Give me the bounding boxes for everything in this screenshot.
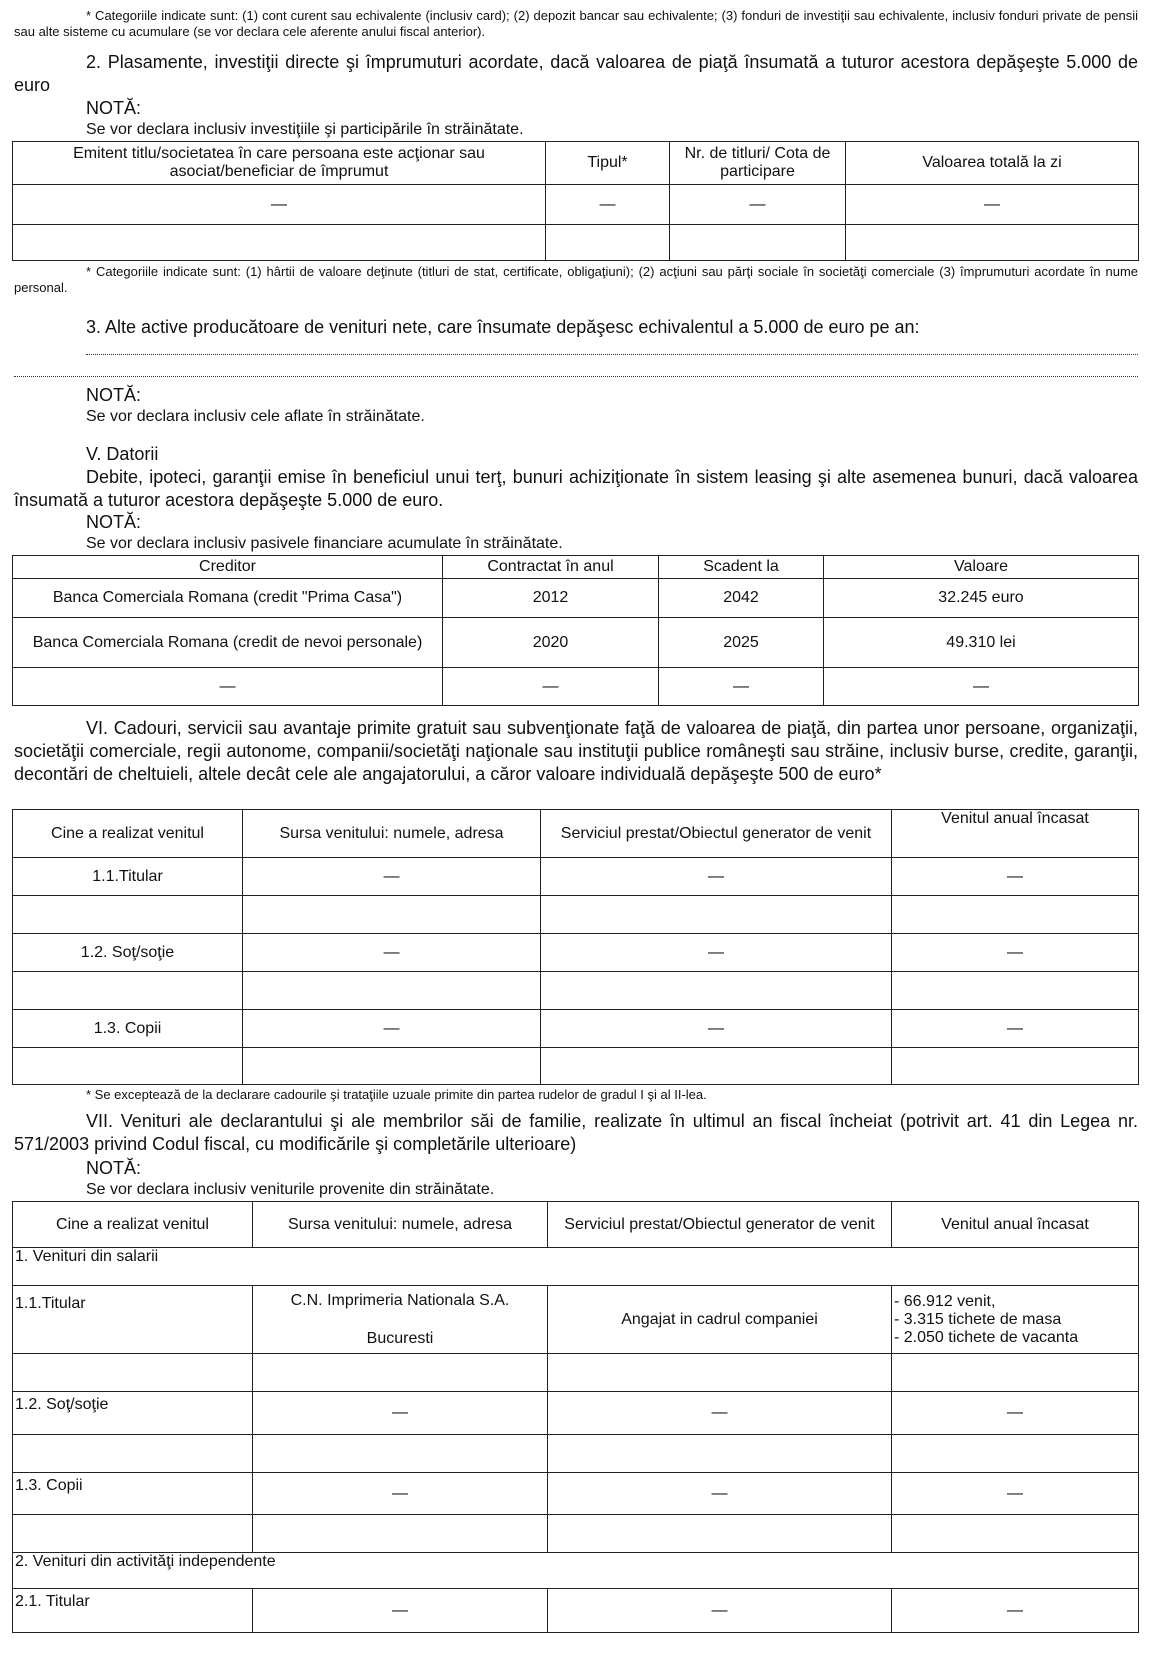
header-issuer: Emitent titlu/societatea în care persoana este acţionar sau asociat/beneficiar de împrumut <box>13 142 546 185</box>
header-creditor: Creditor <box>13 556 443 579</box>
row-label: 1.1.Titular <box>13 858 243 896</box>
table-row <box>13 1354 1139 1392</box>
row-label: 1.2. Soţ/soţie <box>13 934 243 972</box>
table-cell: — <box>670 185 846 225</box>
table-cell <box>13 1515 253 1553</box>
source-name: C.N. Imprimeria Nationala S.A. <box>290 1291 510 1309</box>
table-cell: — <box>13 185 546 225</box>
table-cell: — <box>253 1589 548 1633</box>
table-row <box>13 225 1139 261</box>
header-service: Serviciul prestat/Obiectul generator de venit <box>541 810 892 858</box>
table-cell: — <box>253 1392 548 1435</box>
nota-text: Se vor declara inclusiv investiţiile şi participările în străinătate. <box>86 121 524 138</box>
row-label: 1.3. Copii <box>13 1010 243 1048</box>
table-cell: — <box>541 858 892 896</box>
header-value: Valoare <box>824 556 1139 579</box>
table-row <box>13 934 1139 972</box>
table-row <box>13 1048 1139 1085</box>
table-row <box>13 1589 1139 1633</box>
table-header-row <box>13 810 1139 858</box>
row-label: 1.2. Soţ/soţie <box>13 1392 253 1435</box>
table-cell <box>541 972 892 1010</box>
header-due-date: Scadent la <box>659 556 824 579</box>
table-header-row <box>13 556 1139 579</box>
table-cell <box>243 896 541 934</box>
table-row <box>13 896 1139 934</box>
section-7-text: VII. Venituri ale declarantului şi ale membrilor săi de familie, realizate în ultimul an fiscal încheiat (potrivit art. 41 din Legea nr. 571/2003 privind Codul fiscal, cu modificările şi completările ulterioare) <box>14 1111 1138 1154</box>
table-row <box>13 1515 1139 1553</box>
table-cell <box>13 225 546 261</box>
section-6-text: VI. Cadouri, servicii sau avantaje primite gratuit sau subvenţionate faţă de valoarea de piaţă, din partea unor persoane, organizaţii, societăţii comerciale, regii autonome, companii/societăţi naţionale sau instituţii publice româneşti sau străine, inclusiv burse, credite, garanţii, decontări de cheltuieli, altele decât cele ale angajatorului, a căror valoare individuală depăşeşte 500 de euro* <box>14 718 1138 784</box>
table-row <box>13 858 1139 896</box>
year-cell: 2020 <box>443 618 659 668</box>
section-5-title: V. Datorii <box>86 444 159 464</box>
table-cell: — <box>243 858 541 896</box>
nota-text: Se vor declara inclusiv veniturile provenite din străinătate. <box>86 1181 495 1198</box>
creditor-cell: Banca Comerciala Romana (credit de nevoi personale) <box>13 618 443 668</box>
creditor-cell: Banca Comerciala Romana (credit "Prima Casa") <box>13 579 443 618</box>
table-cell <box>253 1354 548 1392</box>
footnote-categories-investments: * Categoriile indicate sunt: (1) hârtii de valoare deţinute (titluri de stat, certificate, obligaţiuni); (2) acţiuni sau părţi sociale în societăţi comerciale (3) împrumuturi acordate în nume personal. <box>14 264 1138 295</box>
income-cell <box>892 1286 1139 1354</box>
header-who: Cine a realizat venitul <box>13 810 243 858</box>
section-5-text: Debite, ipoteci, garanţii emise în beneficiul unui terţ, bunuri achiziţionate în sistem leasing şi alte asemenea bunuri, dacă valoarea însumată a tuturor acestora depăşeşte 5.000 de euro. <box>14 467 1138 510</box>
income-line: - 2.050 tichete de vacanta <box>894 1328 1079 1346</box>
nota-label: NOTĂ: <box>86 98 142 118</box>
table-cell: — <box>548 1392 892 1435</box>
table-cell: — <box>253 1473 548 1515</box>
dotted-fill-line <box>86 354 1138 355</box>
table-cell <box>13 1354 253 1392</box>
section-2-heading: 2. Plasamente, investiţii directe şi împrumuturi acordate, dacă valoarea de piaţă însumată a tuturor acestora depăşeşte 5.000 de euro <box>14 52 1138 95</box>
table-cell <box>13 972 243 1010</box>
table-cell: — <box>548 1589 892 1633</box>
table-cell <box>892 1354 1139 1392</box>
table-cell <box>243 972 541 1010</box>
table-row <box>13 579 1139 618</box>
table-cell <box>253 1515 548 1553</box>
table-cell: — <box>892 858 1139 896</box>
table-cell <box>548 1515 892 1553</box>
due-cell: 2042 <box>659 579 824 618</box>
group-label-independent: 2. Venituri din activităţi independente <box>13 1553 1139 1589</box>
table-cell <box>253 1435 548 1473</box>
nota-label: NOTĂ: <box>86 1158 142 1178</box>
service-cell: Angajat in cadrul companiei <box>548 1286 892 1354</box>
nota-text: Se vor declara inclusiv cele aflate în străinătate. <box>86 408 425 425</box>
table-cell: — <box>659 668 824 706</box>
header-income: Venitul anual încasat <box>892 810 1139 858</box>
table-cell: — <box>892 1589 1139 1633</box>
table-cell <box>541 1048 892 1085</box>
value-cell: 49.310 lei <box>824 618 1139 668</box>
header-type: Tipul* <box>546 142 670 185</box>
header-contract-year: Contractat în anul <box>443 556 659 579</box>
header-total-value: Valoarea totală la zi <box>846 142 1139 185</box>
nota-label: NOTĂ: <box>86 512 142 532</box>
table-cell <box>243 1048 541 1085</box>
table-row <box>13 668 1139 706</box>
table-cell <box>846 225 1139 261</box>
table-cell <box>892 1515 1139 1553</box>
table-row <box>13 185 1139 225</box>
header-source: Sursa venitului: numele, adresa <box>243 810 541 858</box>
table-cell <box>892 896 1139 934</box>
value-cell: 32.245 euro <box>824 579 1139 618</box>
table-cell: — <box>892 1010 1139 1048</box>
nota-text: Se vor declara inclusiv pasivele financiare acumulate în străinătate. <box>86 535 563 552</box>
row-label: 1.3. Copii <box>13 1473 253 1515</box>
table-cell: — <box>541 934 892 972</box>
footnote-categories-accounts: * Categoriile indicate sunt: (1) cont curent sau echivalente (inclusiv card); (2) depozit bancar sau echivalente; (3) fonduri de investiţii sau echivalente, inclusiv fonduri private de pensii sau alte sisteme cu acumulare (se vor declara cele aferente anului fiscal anterior). <box>14 8 1138 39</box>
table-cell: — <box>243 934 541 972</box>
header-service: Serviciul prestat/Obiectul generator de venit <box>548 1202 892 1248</box>
table-cell: — <box>892 934 1139 972</box>
gifts-table <box>12 809 1139 1085</box>
header-income: Venitul anual încasat <box>892 1202 1139 1248</box>
table-row <box>13 1010 1139 1048</box>
table-cell: — <box>243 1010 541 1048</box>
table-row <box>13 1286 1139 1354</box>
nota-label: NOTĂ: <box>86 385 142 405</box>
table-cell: — <box>892 1392 1139 1435</box>
header-shares: Nr. de titluri/ Cota de participare <box>670 142 846 185</box>
table-cell: — <box>541 1010 892 1048</box>
income-table <box>12 1201 1139 1633</box>
table-row <box>13 972 1139 1010</box>
table-cell: — <box>548 1473 892 1515</box>
source-cell <box>253 1286 548 1354</box>
section-3-heading: 3. Alte active producătoare de venituri nete, care însumate depăşesc echivalentul a 5.000 de euro pe an: <box>86 317 920 337</box>
table-cell: — <box>846 185 1139 225</box>
row-label: 2.1. Titular <box>13 1589 253 1633</box>
table-row <box>13 1473 1139 1515</box>
debts-table <box>12 555 1139 706</box>
table-cell <box>541 896 892 934</box>
source-city: Bucuresti <box>366 1329 434 1347</box>
table-row <box>13 1435 1139 1473</box>
table-row <box>13 618 1139 668</box>
table-cell: — <box>443 668 659 706</box>
row-label: 1.1.Titular <box>13 1286 253 1354</box>
year-cell: 2012 <box>443 579 659 618</box>
table-header-row <box>13 142 1139 185</box>
header-who: Cine a realizat venitul <box>13 1202 253 1248</box>
table-cell <box>892 972 1139 1010</box>
table-cell: — <box>892 1473 1139 1515</box>
income-line: - 3.315 tichete de masa <box>894 1310 1062 1328</box>
table-cell <box>546 225 670 261</box>
group-row <box>13 1553 1139 1589</box>
table-cell <box>670 225 846 261</box>
table-header-row <box>13 1202 1139 1248</box>
due-cell: 2025 <box>659 618 824 668</box>
group-label-salaries: 1. Venituri din salarii <box>13 1248 1139 1286</box>
table-cell <box>548 1354 892 1392</box>
table-cell: — <box>546 185 670 225</box>
investments-table <box>12 141 1139 261</box>
table-cell: — <box>824 668 1139 706</box>
table-cell <box>548 1435 892 1473</box>
table-cell: — <box>13 668 443 706</box>
table-row <box>13 1392 1139 1435</box>
table-cell <box>892 1048 1139 1085</box>
table-cell <box>892 1435 1139 1473</box>
group-row <box>13 1248 1139 1286</box>
table-cell <box>13 1048 243 1085</box>
income-line: - 66.912 venit, <box>894 1292 996 1310</box>
dotted-fill-line <box>14 376 1138 377</box>
table-cell <box>13 1435 253 1473</box>
footnote-gifts: * Se exceptează de la declarare cadourile şi trataţiile uzuale primite din partea rudelor de gradul I şi al II-lea. <box>86 1087 707 1102</box>
table-cell <box>13 896 243 934</box>
header-source: Sursa venitului: numele, adresa <box>253 1202 548 1248</box>
